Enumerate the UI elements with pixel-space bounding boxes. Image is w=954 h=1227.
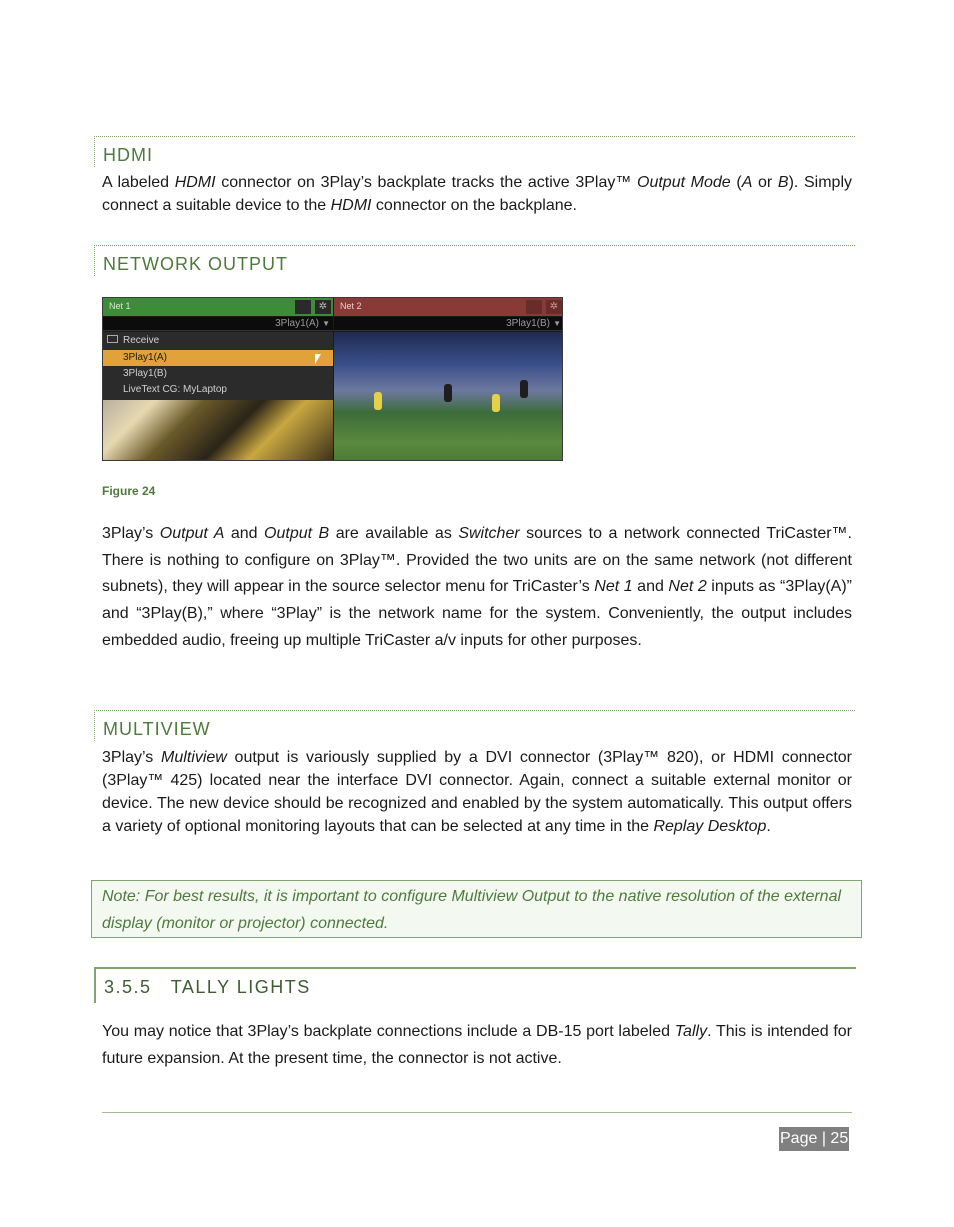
text-run: are available as <box>329 525 459 542</box>
text-run-italic: HDMI <box>330 197 372 214</box>
text-run-italic: B <box>777 174 789 191</box>
text-run: output is variously supplied by a DVI connector (3Play™ 820), or HDMI connector (3Play™ 425) located near the interface DVI connector. Again, connect a suitable external monitor or device. The new device should be recognized and enabled by the system automatically. This output offers a variety of optional monitoring layouts that can be selected at any time in the <box>102 749 853 835</box>
gear-icon: ✲ <box>315 300 331 314</box>
text-run-italic: Output A <box>159 525 225 542</box>
figure-net-source-selector <box>102 297 563 461</box>
text-run: sources to a network connected TriCaster™. There is nothing to configure on 3Play™. Provided the two units are on the same network (not different subnets), they will appear in the source selector menu for TriCaster’s <box>102 525 853 596</box>
section-header-tally-lights <box>94 967 856 1003</box>
text-run: connector on 3Play’s backplate tracks the active 3Play™ <box>215 174 637 191</box>
section-title-hdmi: HDMI <box>103 145 153 165</box>
text-run: . This is intended for future expansion. At the present time, the connector is not active. <box>102 1023 853 1067</box>
network-paragraph <box>102 521 852 655</box>
figure-caption: Figure 24 <box>102 484 156 498</box>
section-title-network-output: NETWORK OUTPUT <box>103 254 288 274</box>
text-run-italic: Output B <box>264 525 330 542</box>
text-run: connector on the backplane. <box>371 197 577 214</box>
net2-selected-value: 3Play1(B) <box>506 318 550 329</box>
section-header-hdmi <box>94 136 855 167</box>
chevron-down-icon: ▼ <box>322 319 330 328</box>
monitor-icon <box>107 335 118 343</box>
player-figure <box>374 392 382 410</box>
net2-header-bar <box>334 298 563 316</box>
text-run-italic: HDMI <box>174 174 216 191</box>
text-run: inputs as “3Play(A)” and “3Play(B),” where “3Play” is the network name for the system. Conveniently, the output includes embedded audio, freeing up multiple TriCaster a/v inputs for other purposes. <box>102 578 853 649</box>
text-run-italic: Output Mode <box>637 174 731 191</box>
hdmi-paragraph <box>102 171 852 217</box>
net1-label: Net 1 <box>109 301 131 311</box>
cursor-icon <box>315 354 321 364</box>
net1-source-select <box>103 317 333 331</box>
footer-divider <box>102 1112 852 1113</box>
text-run: 3Play’s <box>102 749 162 766</box>
text-run: You may notice that 3Play’s backplate connections include a DB-15 port labeled <box>102 1023 675 1040</box>
text-run: or <box>752 174 778 191</box>
net2-source-select <box>334 317 563 331</box>
section-header-multiview <box>94 710 855 741</box>
text-run-italic: Replay Desktop <box>653 818 767 835</box>
text-run: 3Play’s <box>102 525 160 542</box>
page-number: Page | 25 <box>779 1127 849 1151</box>
player-figure <box>492 394 500 412</box>
text-run-italic: Net 2 <box>668 578 707 596</box>
note-box <box>91 880 862 938</box>
menu-item-3play-a: 3Play1(A) <box>123 352 167 363</box>
chevron-down-icon: ▼ <box>553 319 561 328</box>
player-figure <box>520 380 528 398</box>
video-thumbnail-net1 <box>103 400 333 461</box>
gear-icon: ✲ <box>546 300 562 314</box>
menu-item-livetext: LiveText CG: MyLaptop <box>123 384 227 395</box>
text-run: . <box>766 818 771 835</box>
net1-button <box>295 300 311 314</box>
text-run-italic: Switcher <box>458 525 520 542</box>
source-dropdown-menu <box>103 332 333 400</box>
section-header-network-output <box>94 245 855 276</box>
menu-item-3play-b: 3Play1(B) <box>123 368 167 379</box>
net2-label: Net 2 <box>340 301 362 311</box>
text-run-italic: Tally <box>674 1023 708 1040</box>
text-run: ( <box>730 174 742 191</box>
note-text: Note: For best results, it is important to configure Multiview Output to the native resolution of the external display (monitor or projector) connected. <box>102 888 842 932</box>
section-title-multiview: MULTIVIEW <box>103 719 211 739</box>
net1-selected-value: 3Play1(A) <box>275 318 319 329</box>
net2-button <box>526 300 542 314</box>
text-run: and <box>632 578 669 596</box>
text-run-italic: A <box>741 174 753 191</box>
video-thumbnail-net2 <box>334 332 563 461</box>
text-run: A labeled <box>102 174 175 191</box>
text-run-italic: Multiview <box>161 749 227 766</box>
player-figure <box>444 384 452 402</box>
text-run: and <box>224 525 265 542</box>
section-title-tally-lights: 3.5.5 TALLY LIGHTS <box>104 977 311 997</box>
multiview-paragraph <box>102 746 852 838</box>
text-run: ). Simply connect a suitable device to the <box>102 174 852 214</box>
text-run-italic: Net 1 <box>594 578 633 596</box>
net1-header-bar <box>103 298 333 316</box>
tally-paragraph <box>102 1019 852 1072</box>
menu-header-receive: Receive <box>123 335 160 346</box>
